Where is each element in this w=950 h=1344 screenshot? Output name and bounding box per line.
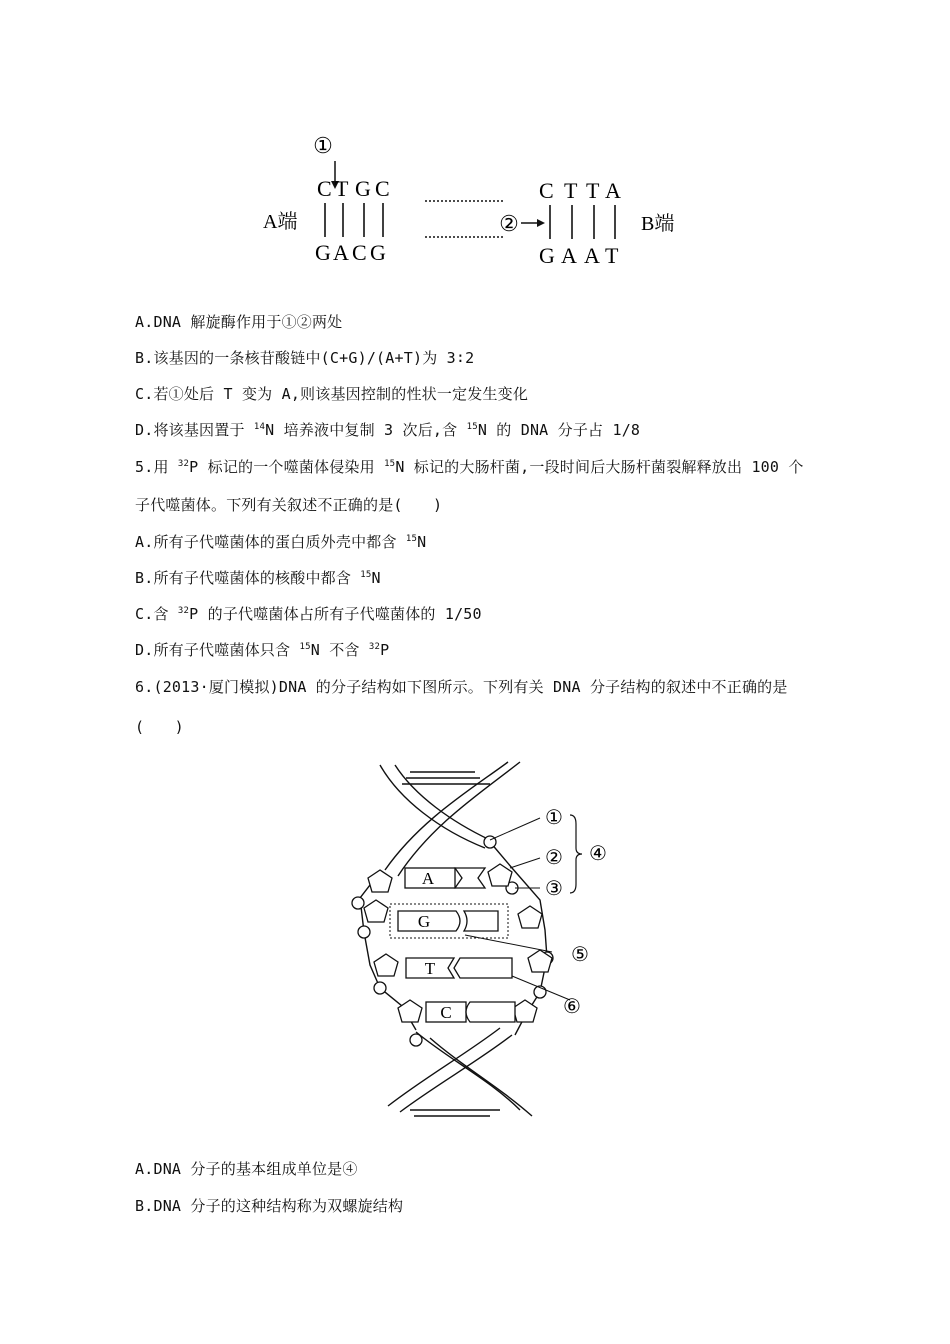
q5-d-mid: N 不含 [310, 641, 369, 659]
q5-option-a [135, 531, 426, 552]
q5-stem-a: 5.用 [135, 458, 178, 476]
q5-sup-b: 15 [384, 459, 396, 469]
gene-segment-figure [255, 125, 695, 275]
q5-d-post: P [380, 641, 390, 659]
label-4: ④ [589, 843, 607, 865]
base-bottom-right-3: A [584, 243, 600, 268]
q4-option-c: C.若①处后 T 变为 A,则该基因控制的性状一定发生变化 [135, 385, 529, 403]
base-top-left-3: G [355, 176, 371, 201]
q5-stem-line2: 子代噬菌体。下列有关叙述不正确的是( ) [135, 496, 443, 514]
q5-b-post: N [371, 569, 381, 587]
q5-a-pre: A.所有子代噬菌体的蛋白质外壳中都含 [135, 533, 406, 551]
q5-a-sup: 15 [405, 534, 418, 544]
label-3: ③ [545, 878, 563, 900]
q5-b-sup: 15 [360, 570, 372, 580]
q6-option-b: B.DNA 分子的这种结构称为双螺旋结构 [135, 1197, 404, 1215]
q4-option-b: B.该基因的一条核苷酸链中(C+G)/(A+T)为 3∶2 [135, 349, 475, 367]
base-top-right-2: T [564, 178, 578, 203]
q4-d-post: N 的 DNA 分子占 1/8 [477, 421, 641, 439]
q5-c-sup: 32 [177, 606, 190, 616]
q5-sup-a: 32 [177, 459, 190, 469]
base-top-left-2: T [335, 176, 349, 201]
q5-b-pre: B.所有子代噬菌体的核酸中都含 [135, 569, 361, 587]
a-end-label: A端 [263, 211, 298, 233]
base-a: A [421, 869, 435, 888]
label-5: ⑤ [571, 944, 589, 966]
base-top-right-1: C [539, 178, 554, 203]
q5-stem-c: N 标记的大肠杆菌,一段时间后大肠杆菌裂解释放出 100 个 [395, 458, 804, 476]
q4-d-sup1: 14 [253, 422, 266, 432]
marker-2: ② [499, 211, 519, 236]
q6-stem: 6.(2013·厦门模拟)DNA 的分子结构如下图所示。下列有关 DNA 分子结构的叙述中不正确的是 [135, 678, 788, 696]
base-bottom-right-4: T [605, 243, 619, 268]
q5-d-sup2: 32 [368, 642, 381, 652]
base-top-left-1: C [317, 176, 332, 201]
q5-option-c [135, 603, 482, 624]
label-2: ② [545, 847, 563, 869]
base-bottom-right-1: G [539, 243, 555, 268]
q5-stem [135, 456, 804, 477]
b-end-label: B端 [641, 213, 675, 235]
base-top-right-4: A [605, 178, 621, 203]
base-bottom-left-3: C [352, 240, 367, 265]
base-bottom-left-1: G [315, 240, 331, 265]
dna-structure-figure [340, 760, 630, 1125]
q5-a-post: N [417, 533, 427, 551]
base-top-left-4: C [375, 176, 390, 201]
label-6: ⑥ [563, 996, 581, 1018]
label-1: ① [545, 807, 563, 829]
q6-option-a: A.DNA 分子的基本组成单位是④ [135, 1160, 358, 1178]
q4-d-mid: N 培养液中复制 3 次后,含 [265, 421, 467, 439]
q4-option-d [135, 419, 640, 440]
q5-option-b [135, 567, 381, 588]
base-g: G [417, 912, 431, 931]
marker-1: ① [313, 133, 333, 158]
q5-d-sup1: 15 [299, 642, 311, 652]
base-bottom-right-2: A [561, 243, 577, 268]
q5-c-post: P 的子代噬菌体占所有子代噬菌体的 1/50 [189, 605, 482, 623]
q5-c-pre: C.含 [135, 605, 178, 623]
q5-stem-b: P 标记的一个噬菌体侵染用 [189, 458, 385, 476]
base-top-right-3: T [586, 178, 600, 203]
base-bottom-left-2: A [333, 240, 349, 265]
q5-d-pre: D.所有子代噬菌体只含 [135, 641, 300, 659]
q6-paren: ( ) [135, 718, 184, 736]
base-c: C [440, 1003, 452, 1022]
q4-d-sup2: 15 [466, 422, 478, 432]
q4-d-pre: D.将该基因置于 [135, 421, 254, 439]
q4-option-a: A.DNA 解旋酶作用于①②两处 [135, 313, 343, 331]
base-bottom-left-4: G [370, 240, 386, 265]
base-t: T [424, 959, 436, 978]
q5-option-d [135, 639, 389, 660]
